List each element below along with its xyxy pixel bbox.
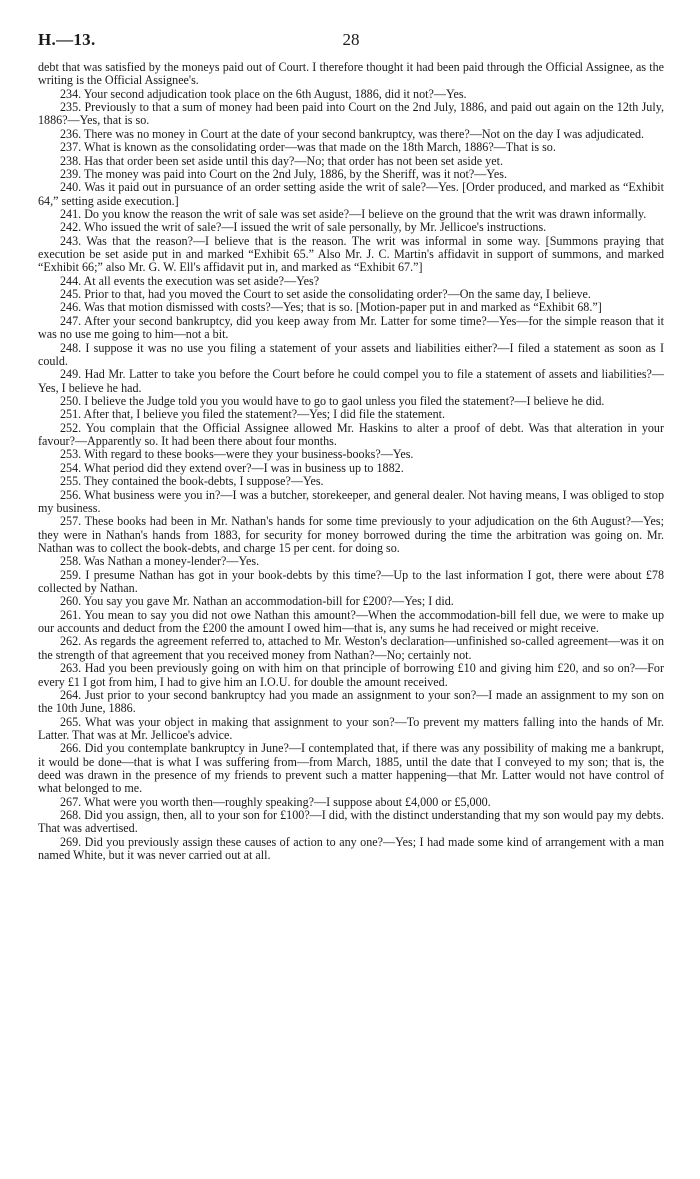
question-245: 245. Prior to that, had you moved the Court to set aside the consolidating order?—On the same day, I believe. [60, 287, 591, 302]
question-261: 261. You mean to say you did not owe Nathan this amount?—When the accommodation-bill fell due, we were to make up our accounts and deduct from the £200 the amount I owed him—that is, any sums he had received or might receive. [38, 607, 664, 636]
question-246: 246. Was that motion dismissed with costs?—Yes; that is so. [Motion-paper put in and marked as “Exhibit 68.”] [60, 300, 602, 315]
question-240: 240. Was it paid out in pursuance of an order setting aside the writ of sale?—Yes. [Order produced, and marked as “Exhibit 64,” setting aside execution.] [38, 180, 664, 208]
page-header [38, 30, 664, 52]
page-number: 28 [342, 30, 360, 49]
question-255: 255. They contained the book-debts, I suppose?—Yes. [60, 474, 324, 489]
question-239: 239. The money was paid into Court on the 2nd July, 1886, by the Sheriff, was it not?—Yes. [60, 166, 507, 181]
question-258: 258. Was Nathan a money-lender?—Yes. [60, 554, 260, 569]
question-259: 259. I presume Nathan has got in your book-debts by this time?—Up to the last information I got, there were about £78 collected by Nathan. [38, 567, 664, 596]
question-263: 263. Had you been previously going on with him on that principle of borrowing £10 and giving him £20, and so on?—For every £1 I got from him, I had to give him an I.O.U. for double the amount received. [38, 661, 664, 689]
question-260: 260. You say you gave Mr. Nathan an accommodation-bill for £200?—Yes; I did. [60, 594, 454, 609]
testimony-body [38, 61, 664, 863]
question-237: 237. What is known as the consolidating order—was that made on the 18th March, 1886?—That is so. [60, 140, 556, 155]
question-257: 257. These books had been in Mr. Nathan's hands for some time previously to your adjudication on the 6th August?—Yes; they were in Nathan's hands from 1883, for security for money borrowed during the time the arbitration was going on. Mr. Nathan was to collect the book-debts, and charge 15 per cent. for doing so. [38, 514, 664, 555]
paragraph-continuation: debt that was satisfied by the moneys paid out of Court. I therefore thought it had been paid through the Official Assignee, as the writing is the Official Assignee's. [38, 60, 664, 88]
question-241: 241. Do you know the reason the writ of sale was set aside?—I believe on the ground that the writ was drawn informally. [60, 206, 647, 221]
question-243: 243. Was that the reason?—I believe that is the reason. The writ was informal in some way. [Summons praying that execution be set aside put in and marked “Exhibit 65.” Also Mr. J. C. Martin's affidavit in support of summons, and marked “Exhibit 66;” also Mr. G. W. Ell's affidavit put in, and marked as “Exhibit 67.”] [38, 233, 664, 275]
question-254: 254. What period did they extend over?—I was in business up to 1882. [60, 460, 404, 475]
question-262: 262. As regards the agreement referred to, attached to Mr. Weston's declaration—unfinished so-called agreement—was it on the strength of that agreement that you received money from Nathan?—No; certainly not. [38, 634, 664, 662]
question-251: 251. After that, I believe you filed the statement?—Yes; I did file the statement. [60, 407, 445, 422]
question-247: 247. After your second bankruptcy, did you keep away from Mr. Latter for some time?—Yes—for the simple reason that it was no use me going to him—not a bit. [38, 313, 664, 342]
question-264: 264. Just prior to your second bankruptcy had you made an assignment to your son?—I made an assignment to my son on the 10th June, 1886. [38, 687, 664, 716]
question-235: 235. Previously to that a sum of money had been paid into Court on the 2nd July, 1886, and paid out again on the 12th July, 1886?—Yes, that is so. [38, 100, 664, 128]
question-265: 265. What was your object in making that assignment to your son?—To prevent my matters falling into the hands of Mr. Latter. That was at Mr. Jellicoe's advice. [38, 714, 664, 742]
document-reference: H.—13. [38, 30, 96, 49]
question-244: 244. At all events the execution was set aside?—Yes? [60, 273, 320, 288]
question-250: 250. I believe the Judge told you you would have to go to gaol unless you filed the statement?—I believe he did. [60, 393, 605, 408]
question-242: 242. Who issued the writ of sale?—I issued the writ of sale personally, by Mr. Jellicoe's instructions. [60, 220, 547, 235]
question-236: 236. There was no money in Court at the date of your second bankruptcy, was there?—Not on the day I was adjudicated. [60, 126, 645, 141]
question-249: 249. Had Mr. Latter to take you before the Court before he could compel you to file a statement of assets and liabilities?—Yes, I believe he had. [38, 367, 664, 395]
question-256: 256. What business were you in?—I was a butcher, storekeeper, and general dealer. Not having means, I was obliged to stop my business. [38, 487, 664, 515]
question-253: 253. With regard to these books—were they your business-books?—Yes. [60, 447, 414, 462]
question-248: 248. I suppose it was no use you filing a statement of your assets and liabilities either?—I filed a statement as soon as I could. [38, 340, 664, 368]
question-238: 238. Has that order been set aside until this day?—No; that order has not been set aside yet. [60, 153, 503, 168]
question-269: 269. Did you previously assign these causes of action to any one?—Yes; I had made some kind of arrangement with a man named White, but it was never carried out at all. [38, 834, 664, 863]
question-268: 268. Did you assign, then, all to your son for £100?—I did, with the distinct understanding that my son would pay my debts. That was advertised. [38, 808, 664, 836]
question-252: 252. You complain that the Official Assignee allowed Mr. Haskins to alter a proof of debt. Was that alteration in your favour?—Apparently so. It had been there about four months. [38, 420, 664, 449]
question-234: 234. Your second adjudication took place on the 6th August, 1886, did it not?—Yes. [60, 86, 467, 101]
question-266: 266. Did you contemplate bankruptcy in June?—I contemplated that, if there was any possibility of making me a bankrupt, it would be done—that is what I was suffering from—from March, 1885, until the date that I conveyed to my son; that is, the deed was drawn in the presence of my friends to prevent such a matter happening—that Mr. Latter would not have control of what belonged to me. [38, 741, 664, 796]
question-267: 267. What were you worth then—roughly speaking?—I suppose about £4,000 or £5,000. [60, 794, 491, 809]
